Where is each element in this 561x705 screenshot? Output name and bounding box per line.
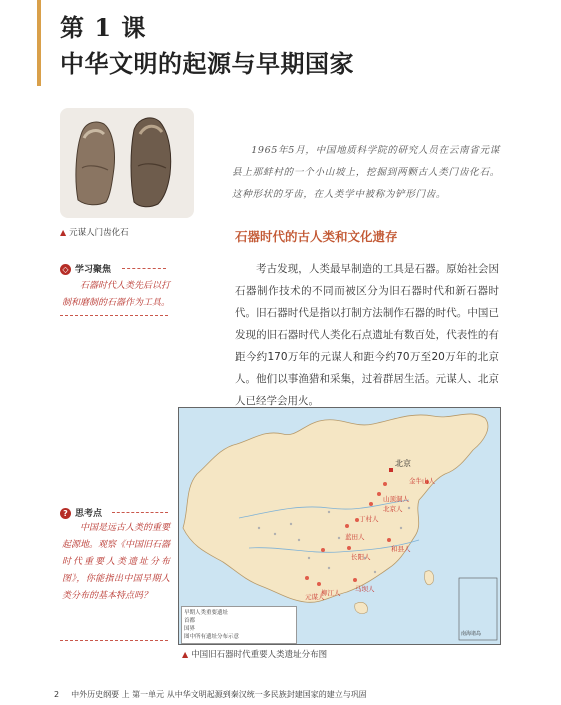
site-marker bbox=[347, 546, 351, 550]
legend-item: 首都 bbox=[184, 618, 196, 624]
map-label-hexian: 和县人 bbox=[391, 545, 411, 553]
site-marker bbox=[377, 492, 381, 496]
map-label-peking-man: 北京人 bbox=[383, 505, 403, 513]
fossil-photo bbox=[60, 108, 194, 218]
site-marker bbox=[317, 582, 321, 586]
site-marker bbox=[321, 548, 325, 552]
study-focus-bottom-divider bbox=[60, 315, 168, 316]
map-label-liujiang: 柳江人 bbox=[321, 589, 341, 597]
think-point-title: 思考点 bbox=[75, 509, 103, 519]
body-paragraph: 考古发现，人类最早制造的工具是石器。原始社会因石器制作技术的不同而被区分为旧石器时代和新石器时代。旧石器时代是指以打制方法制作石器的时代。中国已发现的旧石器时代人类化石点遗址有数百处，代表性的有距今约170万年的元谋人和距今约70万至20万年的北京人。他们以事渔猎和采集，过着群居生活。元谋人、北京人已经学会用火。 bbox=[235, 263, 499, 407]
map-label-shandingdong: 山顶洞人 bbox=[383, 495, 409, 503]
legend-item: 国界 bbox=[184, 626, 196, 632]
think-point-text: 中国是远古人类的重要起源地。观察《中国旧石器时代重要人类遗址分布图》，你能指出中国早期人类分布的基本特点吗？ bbox=[62, 523, 171, 601]
study-focus-text: 石器时代人类先后以打制和磨制的石器作为工具。 bbox=[62, 281, 171, 308]
map-caption bbox=[182, 648, 327, 660]
fossil-teeth-image bbox=[60, 108, 194, 218]
site-distribution-map bbox=[178, 407, 501, 645]
site-marker bbox=[345, 524, 349, 528]
study-focus-icon: ◇ bbox=[60, 264, 71, 275]
think-point-bottom-divider bbox=[60, 640, 168, 641]
header-accent-bar bbox=[37, 0, 41, 86]
intro-paragraph: 1965年5月，中国地质科学院的研究人员在云南省元谋县上那蚌村的一个小山坡上，挖掘到两颗古人类门齿化石。这种形状的牙齿，在人类学中被称为铲形门齿。 bbox=[232, 145, 500, 200]
legend-item: 早期人类重要遗址 bbox=[184, 610, 229, 616]
map-label-maba: 马坝人 bbox=[355, 585, 375, 593]
site-marker bbox=[305, 576, 309, 580]
think-point-heading bbox=[60, 506, 102, 519]
photo-caption-text: 元谋人门齿化石 bbox=[69, 228, 129, 238]
study-focus-divider bbox=[122, 268, 166, 269]
site-marker bbox=[369, 502, 373, 506]
map-label-beijing: 北京 bbox=[395, 459, 411, 468]
map-label-lantian: 蓝田人 bbox=[345, 533, 365, 541]
mainland-landmass bbox=[183, 414, 488, 602]
map-caption-text: 中国旧石器时代重要人类遗址分布图 bbox=[191, 650, 328, 660]
site-marker bbox=[387, 538, 391, 542]
site-marker bbox=[353, 578, 357, 582]
question-icon: ? bbox=[60, 508, 71, 519]
map-label-changyang: 长阳人 bbox=[351, 553, 371, 561]
map-label-dingcun: 丁村人 bbox=[359, 515, 379, 523]
page-number: 2 bbox=[54, 690, 60, 699]
page-title: 中华文明的起源与早期国家 bbox=[60, 49, 354, 78]
legend-item: 图中所有遗址分布示意 bbox=[184, 634, 240, 640]
map-label-nanhai: 南海诸岛 bbox=[461, 631, 482, 637]
lesson-number: 第 1 课 bbox=[60, 13, 147, 42]
study-focus-heading bbox=[60, 262, 111, 275]
taiwan-island bbox=[425, 571, 434, 585]
study-focus-title: 学习聚焦 bbox=[75, 265, 112, 275]
capital-marker-icon bbox=[389, 468, 393, 472]
map-label-yuanmou: 元谋人 bbox=[305, 593, 325, 601]
caption-triangle-icon: ▲ bbox=[182, 650, 189, 659]
site-marker bbox=[383, 482, 387, 486]
caption-triangle-icon: ▲ bbox=[60, 228, 67, 237]
map-label-jinniushan: 金牛山人 bbox=[409, 477, 435, 485]
think-point-divider bbox=[112, 512, 168, 513]
footer-text: 中外历史纲要 上 第一单元 从中华文明起源到秦汉统一多民族封建国家的建立与巩固 bbox=[71, 690, 367, 699]
photo-caption bbox=[60, 226, 129, 238]
hainan-island bbox=[355, 602, 368, 613]
section-heading: 石器时代的古人类和文化遗存 bbox=[235, 229, 398, 244]
page-footer bbox=[54, 689, 367, 700]
map-legend bbox=[181, 606, 297, 644]
